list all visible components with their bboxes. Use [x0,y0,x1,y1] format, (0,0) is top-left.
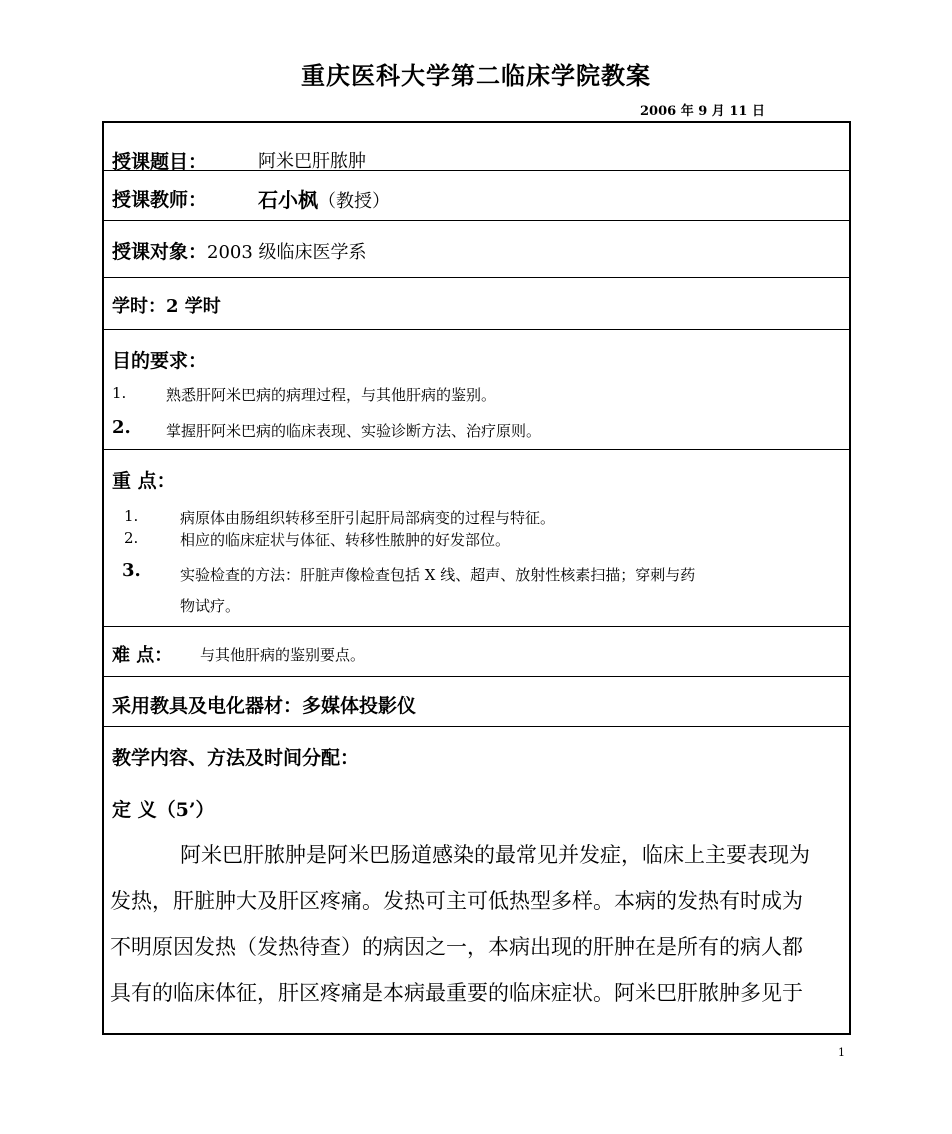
teacher-title: （教授） [318,191,390,212]
content-line-4: 具有的临床体征，肝区疼痛是本病最重要的临床症状。阿米巴肝脓肿多见于 [110,981,803,1005]
audience-label: 授课对象： [112,241,208,263]
page-title: 重庆医科大学第二临床学院教案 [301,61,651,90]
lesson-plan-table [102,121,851,1035]
equipment-row [104,677,849,727]
keypoint-num-3: 3. [122,560,141,581]
content-line-2: 发热，肝脏肿大及肝区疼痛。发热可主可低热型多样。本病的发热有时成为 [110,889,803,913]
teacher-label: 授课教师： [112,189,208,211]
objective-num-2: 2. [112,417,131,438]
objective-num-1: 1. [112,384,127,402]
audience-row [104,221,849,278]
content-line-3: 不明原因发热（发热待查）的病因之一，本病出现的肝肿在是所有的病人都 [110,935,803,959]
objective-text-1: 熟悉肝阿米巴病的病理过程，与其他肝病的鉴别。 [166,386,497,404]
hours-row [104,278,849,330]
keypoint-num-2: 2. [124,529,139,547]
topic-row [104,123,849,171]
objective-text-2: 掌握肝阿米巴病的临床表现、实验诊断方法、治疗原则。 [166,422,542,440]
keypoint-text-3: 实验检查的方法：肝脏声像检查包括 X 线、超声、放射性核素扫描；穿刺与药 [180,566,696,584]
content-heading: 教学内容、方法及时间分配： [112,747,360,769]
audience-value: 2003 级临床医学系 [207,242,367,263]
topic-value: 阿米巴肝脓肿 [258,151,366,172]
teacher-name: 石小枫 [258,188,318,212]
keypoints-heading: 重 点： [112,470,176,492]
content-section [104,727,849,1033]
keypoint-text-3-cont: 物试疗。 [180,597,241,615]
teacher-row [104,171,849,221]
keypoint-text-2: 相应的临床症状与体征、转移性脓肿的好发部位。 [180,531,511,549]
difficulty-row [104,627,849,677]
topic-label: 授课题目： [112,151,208,173]
difficulty-value: 与其他肝病的鉴别要点。 [200,646,366,664]
audience-line [112,237,367,264]
keypoints-row [104,450,849,627]
objectives-row [104,330,849,450]
equipment-text: 采用教具及电化器材：多媒体投影仪 [112,695,417,717]
keypoint-text-1: 病原体由肠组织转移至肝引起肝局部病变的过程与特征。 [180,509,556,527]
objectives-heading: 目的要求： [112,350,208,372]
keypoint-num-1: 1. [124,507,139,525]
definition-heading: 定 义（5’） [112,799,215,821]
content-line-1: 阿米巴肝脓肿是阿米巴肠道感染的最常见并发症，临床上主要表现为 [180,843,810,867]
page-number: 1 [838,1046,845,1059]
lesson-date: 2006 年 9 月 11 日 [640,104,765,119]
hours-text: 学时：2 学时 [112,296,221,317]
difficulty-label: 难 点： [112,645,173,666]
teacher-value [258,184,390,213]
